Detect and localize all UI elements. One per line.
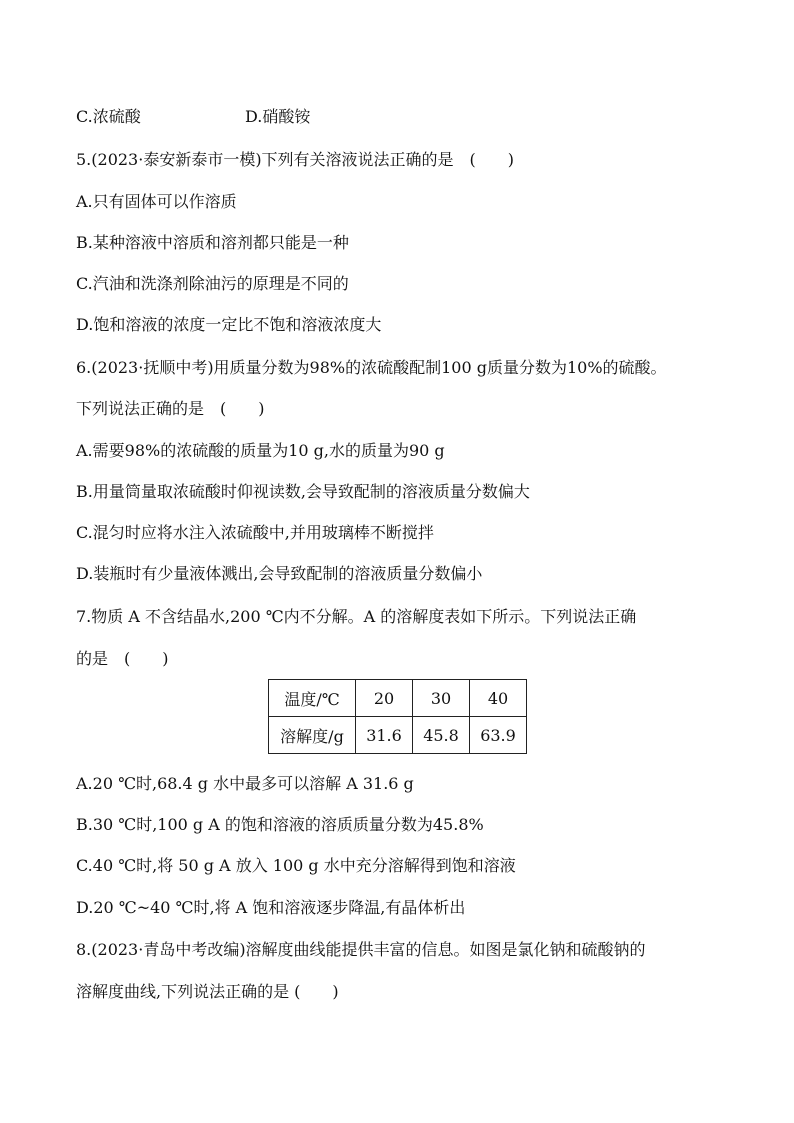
table-cell-temp-30: 30 bbox=[413, 680, 470, 717]
table-cell-temp-20: 20 bbox=[356, 680, 413, 717]
table-cell-temp-40: 40 bbox=[470, 680, 527, 717]
q4-option-d: D.硝酸铵 bbox=[245, 107, 311, 126]
q6-option-d: D.装瓶时有少量液体溅出,会导致配制的溶液质量分数偏小 bbox=[76, 564, 483, 583]
q5-stem: 5.(2023·泰安新泰市一模)下列有关溶液说法正确的是 ( ) bbox=[76, 150, 515, 169]
q6-option-c: C.混匀时应将水注入浓硫酸中,并用玻璃棒不断搅拌 bbox=[76, 523, 434, 542]
q5-option-d: D.饱和溶液的浓度一定比不饱和溶液浓度大 bbox=[76, 315, 382, 334]
q7-option-d: D.20 ℃~40 ℃时,将 A 饱和溶液逐步降温,有晶体析出 bbox=[76, 898, 466, 917]
q7-option-a: A.20 ℃时,68.4 g 水中最多可以溶解 A 31.6 g bbox=[76, 774, 414, 793]
q7-option-c: C.40 ℃时,将 50 g A 放入 100 g 水中充分溶解得到饱和溶液 bbox=[76, 856, 516, 875]
table-cell-sol-20: 31.6 bbox=[356, 717, 413, 754]
q6-option-b: B.用量筒量取浓硫酸时仰视读数,会导致配制的溶液质量分数偏大 bbox=[76, 482, 530, 501]
q6-stem-line1: 6.(2023·抚顺中考)用质量分数为98%的浓硫酸配制100 g质量分数为10%的硫酸。 bbox=[76, 358, 667, 377]
q6-option-a: A.需要98%的浓硫酸的质量为10 g,水的质量为90 g bbox=[76, 441, 445, 460]
table-row-solubility bbox=[269, 717, 527, 754]
q5-option-c: C.汽油和洗涤剂除油污的原理是不同的 bbox=[76, 274, 349, 293]
q7-stem-line1: 7.物质 A 不含结晶水,200 ℃内不分解。A 的溶解度表如下所示。下列说法正确 bbox=[76, 607, 637, 626]
q5-option-a: A.只有固体可以作溶质 bbox=[76, 192, 237, 211]
q8-stem-line1: 8.(2023·青岛中考改编)溶解度曲线能提供丰富的信息。如图是氯化钠和硫酸钠的 bbox=[76, 940, 646, 959]
q4-option-c: C.浓硫酸 bbox=[76, 107, 141, 126]
q7-option-b: B.30 ℃时,100 g A 的饱和溶液的溶质质量分数为45.8% bbox=[76, 815, 484, 834]
table-header-temperature: 温度/℃ bbox=[269, 680, 356, 717]
table-cell-sol-40: 63.9 bbox=[470, 717, 527, 754]
q5-option-b: B.某种溶液中溶质和溶剂都只能是一种 bbox=[76, 233, 349, 252]
q6-stem-line2: 下列说法正确的是 ( ) bbox=[76, 399, 265, 418]
table-cell-sol-30: 45.8 bbox=[413, 717, 470, 754]
solubility-table bbox=[268, 679, 527, 754]
table-header-solubility: 溶解度/g bbox=[269, 717, 356, 754]
q4-options-row bbox=[76, 106, 311, 128]
table-row-temperature bbox=[269, 680, 527, 717]
q7-stem-line2: 的是 ( ) bbox=[76, 649, 169, 668]
q8-stem-line2: 溶解度曲线,下列说法正确的是 ( ) bbox=[76, 982, 339, 1001]
